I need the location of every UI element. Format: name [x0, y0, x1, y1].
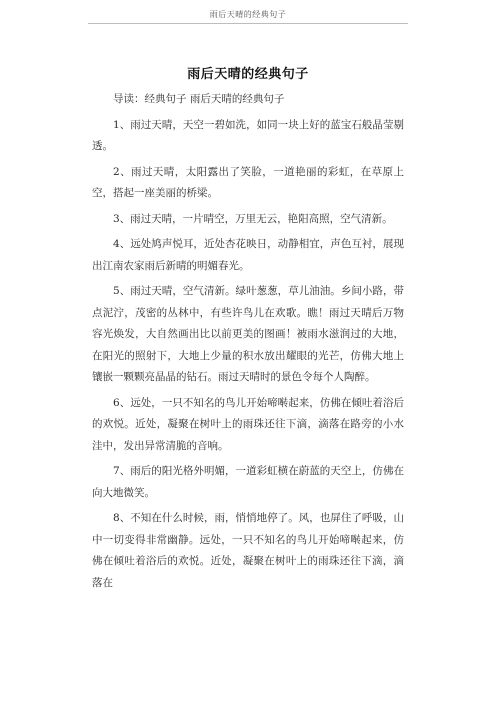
document-title: 雨后天晴的经典句子	[187, 67, 309, 82]
document-body	[92, 89, 404, 598]
paragraph-3: 3、雨过天晴，一片晴空，万里无云，艳阳高照，空气清新。	[113, 212, 393, 225]
paragraph-1: 1、雨过天晴，天空一碧如洗，如同一块上好的蓝宝石般晶莹剔透。	[92, 118, 404, 152]
header-divider	[88, 23, 408, 24]
paragraph-2: 2、雨过天晴，太阳露出了笑脸，一道艳丽的彩虹，在草原上空，搭起一座美丽的桥梁。	[92, 165, 404, 199]
paragraph-7: 7、雨后的阳光格外明媚，一道彩虹横在蔚蓝的天空上，仿佛在向大地微笑。	[92, 465, 404, 499]
running-header: 雨后天晴的经典句子	[209, 10, 287, 19]
paragraph-8: 8、不知在什么时候，雨，悄悄地停了。风，也屏住了呼吸，山中一切变得非常幽静。远处，一只不知名的鸟儿开始啼啭起来，仿佛在倾吐着浴后的欢悦。近处，凝聚在树叶上的雨珠还往下滴，滴落在	[92, 512, 404, 589]
paragraph-4: 4、远处鸠声悦耳，近处杏花映日，动静相宜，声色互衬，展现出江南农家雨后新晴的明媚春光。	[92, 238, 404, 272]
lead-line: 导读：经典句子 雨后天晴的经典句子	[113, 93, 285, 105]
paragraph-6: 6、远处，一只不知名的鸟儿开始啼啭起来，仿佛在倾吐着浴后的欢悦。近处，凝聚在树叶上的雨珠还往下滴，滴落在路旁的小水洼中，发出异常清脆的音响。	[92, 396, 404, 452]
paragraph-5: 5、雨过天晴，空气清新。绿叶葱葱，草儿油油。乡间小路，带点泥泞，茂密的丛林中，有些许鸟儿在欢歌。瞧！雨过天晴后万物容光焕发，大自然画出比以前更美的图画！被雨水滋润过的大地，在阳光的照射下，大地上少量的积水放出耀眼的光芒，仿佛大地上镶嵌一颗颗亮晶晶的钻石。雨过天晴时的景色令每个人陶醉。	[92, 285, 404, 383]
